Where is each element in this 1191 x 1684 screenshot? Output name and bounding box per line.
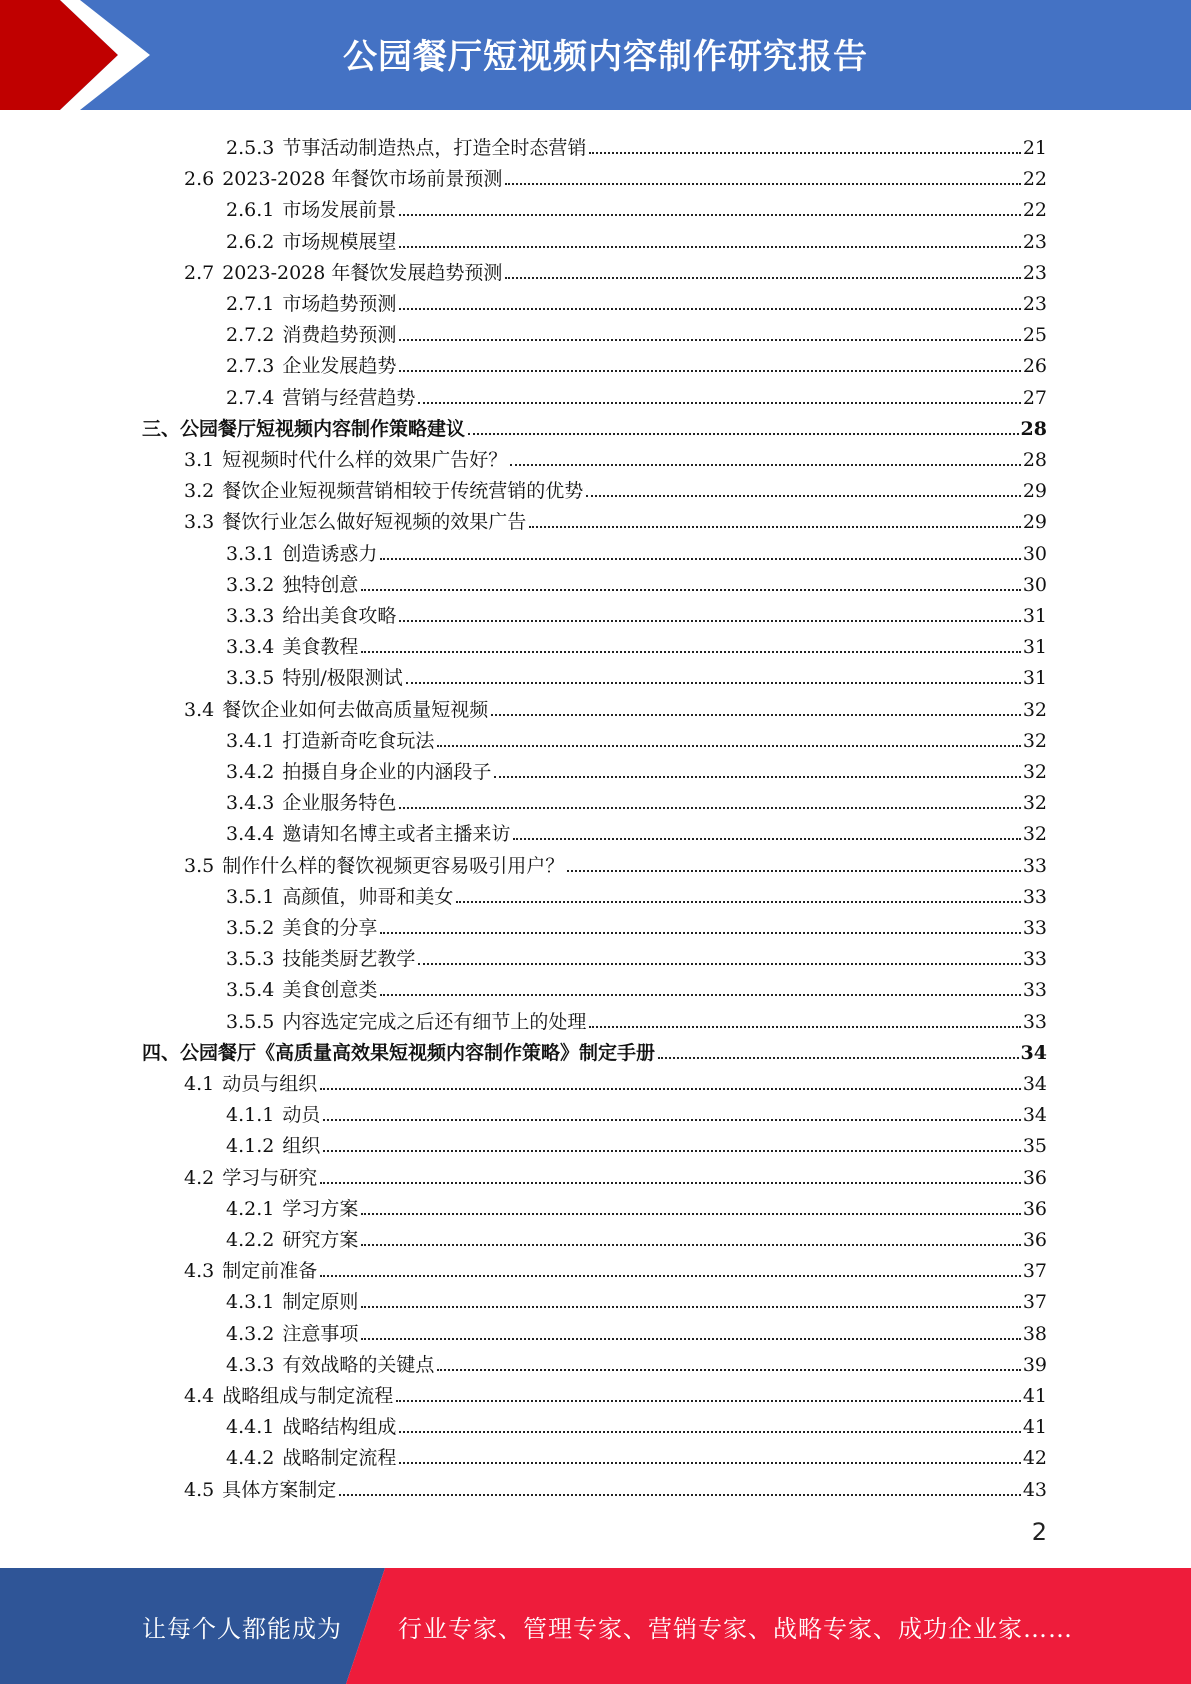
toc-dot-leader: [589, 152, 1020, 154]
toc-entry-label: [226, 1011, 586, 1033]
toc-entry[interactable]: [226, 721, 1047, 752]
toc-entry-number: 3.4.2: [226, 761, 275, 783]
toc-dot-leader: [505, 183, 1020, 185]
toc-dot-leader: [456, 901, 1020, 903]
toc-entry-label: [226, 917, 377, 939]
toc-entry[interactable]: [226, 565, 1047, 596]
toc-entry[interactable]: [226, 222, 1047, 253]
toc-entry[interactable]: [142, 1033, 1047, 1064]
toc-entry-title: 餐饮行业怎么做好短视频的效果广告: [222, 511, 527, 534]
toc-entry[interactable]: [184, 471, 1047, 502]
toc-entry-number: 4.2.1: [226, 1197, 275, 1220]
toc-entry[interactable]: [226, 1345, 1047, 1376]
toc-entry-number: 4.1.1: [226, 1104, 275, 1127]
toc-entry[interactable]: [226, 1438, 1047, 1469]
toc-entry-label: [226, 355, 396, 377]
toc-entry-label: [226, 605, 396, 627]
toc-entry-label: [184, 855, 564, 877]
toc-entry-label: [226, 574, 358, 596]
toc-dot-leader: [323, 1119, 1020, 1121]
toc-entry-page: 23: [1022, 293, 1047, 315]
toc-dot-leader: [437, 745, 1020, 747]
toc-entry-title: 制作什么样的餐饮视频更容易吸引用户？: [222, 854, 565, 877]
toc-entry[interactable]: [226, 534, 1047, 565]
toc-entry-page: 32: [1022, 761, 1047, 783]
toc-entry-number: 4.3.1: [226, 1291, 275, 1314]
toc-entry[interactable]: [226, 1002, 1047, 1033]
toc-entry-number: 4.5: [184, 1478, 215, 1501]
toc-entry-title: 打造新奇吃食玩法: [282, 729, 435, 752]
toc-entry-number: 2.6: [184, 168, 215, 191]
toc-entry-number: 4.1: [184, 1073, 215, 1095]
toc-entry-title: 创造诱惑力: [282, 542, 378, 565]
toc-dot-leader: [399, 620, 1020, 622]
toc-entry[interactable]: [226, 284, 1047, 315]
toc-entry-number: 4.3.3: [226, 1353, 275, 1376]
toc-entry-number: 2.7.2: [226, 324, 275, 347]
toc-dot-leader: [380, 558, 1020, 560]
toc-entry[interactable]: [226, 1126, 1047, 1157]
toc-entry-title: 制定前准备: [222, 1260, 318, 1283]
toc-entry-title: 三、公园餐厅短视频内容制作策略建议: [142, 417, 466, 440]
toc-entry-title: 短视频时代什么样的效果广告好？: [222, 449, 508, 471]
toc-entry-page: 28: [1020, 417, 1047, 440]
toc-entry-label: [226, 543, 377, 565]
toc-entry-number: 3.3: [184, 511, 215, 534]
toc-entry-page: 32: [1022, 792, 1047, 815]
toc-entry-page: 34: [1022, 1073, 1047, 1095]
toc-dot-leader: [396, 1400, 1021, 1402]
toc-entry-page: 30: [1022, 542, 1047, 565]
toc-entry-page: 23: [1022, 261, 1047, 284]
toc-entry[interactable]: [226, 814, 1047, 845]
toc-entry[interactable]: [184, 159, 1047, 190]
toc-entry-label: [184, 1073, 317, 1095]
toc-dot-leader: [380, 994, 1020, 996]
toc-entry-title: 学习与研究: [222, 1166, 318, 1189]
toc-entry[interactable]: [226, 1282, 1047, 1313]
toc-entry-label: [226, 979, 377, 1001]
toc-entry-number: 3.4.3: [226, 792, 275, 815]
toc-entry-page: 32: [1022, 823, 1047, 846]
toc-entry-label: [226, 1291, 358, 1313]
toc-dot-leader: [320, 1182, 1021, 1184]
toc-entry-title: 邀请知名博主或者主播来访: [282, 823, 511, 846]
toc-entry-page: 27: [1022, 386, 1047, 409]
toc-entry[interactable]: [226, 627, 1047, 658]
toc-entry-label: [226, 667, 403, 689]
toc-entry-number: 3.5.5: [226, 1010, 275, 1033]
toc-dot-leader: [418, 402, 1020, 404]
toc-entry-page: 36: [1022, 1229, 1047, 1251]
toc-entry-title: 四、公园餐厅《高质量高效果短视频内容制作策略》制定手册: [142, 1041, 656, 1064]
toc-entry-page: 35: [1022, 1135, 1047, 1158]
toc-entry-page: 31: [1022, 636, 1047, 659]
toc-dot-leader: [399, 339, 1020, 341]
toc-entry-label: [184, 1260, 317, 1282]
toc-entry[interactable]: [184, 1251, 1047, 1282]
toc-entry[interactable]: [226, 378, 1047, 409]
toc-entry-number: 3.3.2: [226, 573, 275, 596]
toc-entry-title: 学习方案: [282, 1197, 359, 1220]
toc-entry-title: 技能类厨艺教学: [282, 948, 416, 971]
toc-entry[interactable]: [226, 908, 1047, 939]
toc-dot-leader: [468, 433, 1019, 435]
toc-entry[interactable]: [184, 502, 1047, 533]
toc-entry[interactable]: [184, 440, 1047, 471]
toc-dot-leader: [418, 963, 1020, 965]
toc-entry-page: 29: [1022, 511, 1047, 534]
page-footer: [0, 1568, 1191, 1684]
toc-entry-page: 33: [1022, 885, 1047, 908]
toc-entry-title: 企业发展趋势: [282, 355, 397, 378]
toc-entry-number: 4.3: [184, 1260, 215, 1283]
toc-entry-title: 节事活动制造热点，打造全时态营销: [282, 137, 587, 159]
toc-entry[interactable]: [226, 1220, 1047, 1251]
toc-entry-label: [226, 1135, 320, 1157]
toc-entry[interactable]: [226, 596, 1047, 627]
toc-entry-number: 3.5: [184, 854, 215, 877]
toc-entry-title: 注意事项: [282, 1322, 359, 1345]
toc-entry-title: 美食创意类: [282, 979, 378, 1002]
toc-entry-label: [226, 886, 453, 908]
toc-dot-leader: [586, 495, 1021, 497]
toc-dot-leader: [567, 870, 1021, 872]
toc-entry-page: 28: [1022, 449, 1047, 471]
toc-dot-leader: [361, 589, 1020, 591]
toc-entry-title: 高颜值，帅哥和美女: [282, 885, 454, 908]
toc-entry-title: 战略制定流程: [282, 1447, 397, 1470]
toc-entry-title: 餐饮企业短视频营销相较于传统营销的优势: [222, 480, 584, 503]
toc-entry[interactable]: [226, 783, 1047, 814]
toc-dot-leader: [513, 838, 1020, 840]
toc-entry-number: 3.4.1: [226, 729, 275, 752]
toc-entry-page: 32: [1022, 698, 1047, 721]
toc-entry[interactable]: [184, 1376, 1047, 1407]
toc-entry-page: 25: [1022, 324, 1047, 347]
page-header: [0, 0, 1191, 110]
toc-entry-number: 3.3.5: [226, 667, 275, 690]
toc-entry[interactable]: [184, 846, 1047, 877]
toc-entry-number: 4.3.2: [226, 1322, 275, 1345]
toc-entry-label: [184, 511, 526, 533]
toc-dot-leader: [437, 1369, 1020, 1371]
toc-entry-page: 41: [1022, 1385, 1047, 1407]
toc-entry[interactable]: [184, 1064, 1047, 1095]
toc-dot-leader: [589, 1026, 1020, 1028]
toc-entry[interactable]: [226, 970, 1047, 1001]
toc-entry-number: 3.5.3: [226, 948, 275, 971]
toc-entry-label: [142, 418, 465, 440]
toc-dot-leader: [320, 1275, 1021, 1277]
toc-entry[interactable]: [184, 690, 1047, 721]
toc-entry-number: 2.6.2: [226, 230, 275, 253]
toc-entry-title: 动员: [282, 1104, 321, 1127]
toc-entry-label: [226, 231, 396, 253]
toc-entry[interactable]: [226, 658, 1047, 689]
toc-dot-leader: [399, 308, 1020, 310]
toc-entry[interactable]: [184, 253, 1047, 284]
toc-entry-number: 4.4.2: [226, 1447, 275, 1470]
toc-entry-page: 31: [1022, 667, 1047, 690]
toc-dot-leader: [505, 277, 1020, 279]
toc-entry-page: 39: [1022, 1353, 1047, 1376]
toc-dot-leader: [491, 714, 1021, 716]
toc-entry-number: 3.3.1: [226, 542, 275, 565]
toc-entry-label: [226, 761, 491, 783]
toc-entry-number: 3.3.4: [226, 636, 275, 659]
toc-entry-label: [226, 293, 396, 315]
toc-entry[interactable]: [226, 346, 1047, 377]
toc-entry-page: 29: [1022, 480, 1047, 503]
toc-entry-page: 34: [1020, 1041, 1047, 1064]
toc-dot-leader: [361, 1244, 1020, 1246]
toc-entry-title: 给出美食攻略: [282, 605, 397, 627]
toc-entry-title: 美食的分享: [282, 917, 378, 939]
toc-entry-label: [184, 262, 502, 284]
toc-entry-label: [226, 387, 415, 409]
toc-entry-label: [226, 730, 434, 752]
toc-entry-number: 2.5.3: [226, 137, 275, 159]
toc-entry-number: 3.3.3: [226, 605, 275, 627]
toc-entry[interactable]: [184, 1158, 1047, 1189]
toc-entry-title: 组织: [282, 1135, 321, 1158]
toc-entry-title: 研究方案: [282, 1229, 359, 1251]
toc-dot-leader: [658, 1057, 1019, 1059]
toc-entry-page: 33: [1022, 1010, 1047, 1033]
toc-entry-label: [226, 1323, 358, 1345]
toc-entry-label: [226, 823, 510, 845]
toc-dot-leader: [510, 464, 1021, 466]
toc-entry-label: [226, 324, 396, 346]
toc-dot-leader: [399, 807, 1020, 809]
toc-dot-leader: [399, 1462, 1020, 1464]
toc-entry-title: 美食教程: [282, 636, 359, 659]
toc-entry-number: 4.1.2: [226, 1135, 275, 1158]
toc-entry-label: [226, 199, 396, 221]
toc-entry[interactable]: [184, 1470, 1047, 1501]
toc-entry-number: 4.4.1: [226, 1416, 275, 1439]
toc-entry-page: 21: [1022, 137, 1047, 159]
toc-entry-title: 营销与经营趋势: [282, 386, 416, 409]
toc-entry-title: 消费趋势预测: [282, 324, 397, 347]
toc-dot-leader: [361, 1338, 1020, 1340]
toc-entry-number: 4.2: [184, 1166, 215, 1189]
toc-entry-page: 42: [1022, 1447, 1047, 1470]
toc-entry-number: 3.5.4: [226, 979, 275, 1002]
toc-entry[interactable]: [226, 1407, 1047, 1438]
toc-entry-title: 动员与组织: [222, 1073, 318, 1095]
toc-entry-label: [226, 1104, 320, 1126]
toc-entry[interactable]: [226, 190, 1047, 221]
toc-dot-leader: [529, 526, 1021, 528]
toc-entry-label: [226, 1354, 434, 1376]
toc-entry-label: [184, 449, 507, 471]
toc-entry-page: 30: [1022, 573, 1047, 596]
toc-entry-title: 餐饮企业如何去做高质量短视频: [222, 698, 489, 721]
toc-dot-leader: [399, 246, 1020, 248]
footer-slogan-left: 让每个人都能成为: [142, 1614, 342, 1643]
toc-dot-leader: [406, 682, 1021, 684]
toc-entry[interactable]: [226, 877, 1047, 908]
toc-entry-label: [184, 1385, 393, 1407]
toc-entry-number: 3.5.1: [226, 885, 275, 908]
toc-entry-label: [184, 480, 583, 502]
toc-entry-page: 33: [1022, 917, 1047, 939]
toc-entry-label: [184, 699, 488, 721]
toc-entry-number: 2.7.4: [226, 386, 275, 409]
toc-entry-page: 38: [1022, 1322, 1047, 1345]
toc-entry-title: 市场规模展望: [282, 230, 397, 253]
toc-entry-label: [226, 1198, 358, 1220]
toc-entry[interactable]: [226, 1314, 1047, 1345]
toc-entry-number: 3.1: [184, 449, 215, 471]
toc-entry-page: 37: [1022, 1291, 1047, 1314]
toc-entry-number: 2.7.1: [226, 293, 275, 315]
toc-entry-number: 3.5.2: [226, 917, 275, 939]
toc-entry[interactable]: [226, 1189, 1047, 1220]
toc-entry-page: 33: [1022, 948, 1047, 971]
toc-entry-number: 4.4: [184, 1385, 215, 1407]
toc-entry-label: [142, 1042, 655, 1064]
toc-dot-leader: [399, 214, 1020, 216]
toc-entry[interactable]: [142, 409, 1047, 440]
toc-entry-page: 26: [1022, 355, 1047, 378]
toc-entry-label: [226, 1416, 396, 1438]
toc-entry-page: 41: [1022, 1416, 1047, 1439]
toc-entry-page: 33: [1022, 979, 1047, 1002]
toc-entry-page: 33: [1022, 854, 1047, 877]
footer-slogan-right: 行业专家、管理专家、营销专家、战略专家、成功企业家……: [398, 1614, 1073, 1643]
toc-entry-title: 2023-2028 年餐饮发展趋势预测: [222, 261, 503, 284]
toc-entry-number: 2.7.3: [226, 355, 275, 378]
toc-entry-title: 独特创意: [282, 573, 359, 596]
toc-entry-page: 36: [1022, 1166, 1047, 1189]
toc-dot-leader: [320, 1088, 1021, 1090]
toc-entry-page: 34: [1022, 1104, 1047, 1127]
toc-entry-title: 制定原则: [282, 1291, 359, 1314]
toc-entry-page: 22: [1022, 168, 1047, 191]
toc-entry-number: 3.4: [184, 698, 215, 721]
toc-dot-leader: [323, 1150, 1020, 1152]
toc-dot-leader: [399, 1431, 1020, 1433]
toc-entry-page: 37: [1022, 1260, 1047, 1283]
toc-entry-number: 2.7: [184, 261, 215, 284]
toc-entry-title: 具体方案制定: [222, 1478, 337, 1501]
toc-dot-leader: [380, 932, 1020, 934]
toc-entry-page: 22: [1022, 199, 1047, 222]
toc-entry-page: 31: [1022, 605, 1047, 627]
toc-entry-label: [226, 1447, 396, 1469]
toc-entry-label: [184, 168, 502, 190]
toc-entry-page: 32: [1022, 729, 1047, 752]
toc-entry[interactable]: [226, 315, 1047, 346]
toc-dot-leader: [361, 651, 1020, 653]
toc-entry-title: 战略组成与制定流程: [222, 1385, 394, 1407]
toc-entry-number: 3.4.4: [226, 823, 275, 846]
report-title: 公园餐厅短视频内容制作研究报告: [343, 36, 868, 77]
toc-entry-title: 内容选定完成之后还有细节上的处理: [282, 1010, 587, 1033]
toc-entry[interactable]: [226, 128, 1047, 159]
toc-entry-label: [184, 1479, 336, 1501]
toc-entry-label: [184, 1167, 317, 1189]
toc-entry[interactable]: [226, 1095, 1047, 1126]
toc-entry-title: 2023-2028 年餐饮市场前景预测: [222, 168, 503, 191]
toc-dot-leader: [494, 776, 1020, 778]
toc-entry-title: 企业服务特色: [282, 792, 397, 815]
toc-entry-label: [226, 792, 396, 814]
toc-entry-number: 3.2: [184, 480, 215, 503]
toc-entry-page: 23: [1022, 230, 1047, 253]
toc-entry-title: 市场发展前景: [282, 199, 397, 222]
toc-entry-title: 特别/极限测试: [282, 667, 403, 690]
toc-entry-label: [226, 137, 586, 159]
toc-entry-title: 有效战略的关键点: [282, 1353, 435, 1376]
toc-entry-page: 43: [1022, 1478, 1047, 1501]
toc-entry-number: 4.2.2: [226, 1229, 275, 1251]
toc-entry-label: [226, 636, 358, 658]
toc-dot-leader: [361, 1213, 1020, 1215]
toc-entry-number: 2.6.1: [226, 199, 275, 222]
toc-entry-page: 36: [1022, 1197, 1047, 1220]
toc-entry-title: 市场趋势预测: [282, 293, 397, 315]
toc-entry-label: [226, 1229, 358, 1251]
toc-entry[interactable]: [226, 939, 1047, 970]
toc-entry-title: 拍摄自身企业的内涵段子: [282, 761, 492, 783]
toc-dot-leader: [339, 1494, 1021, 1496]
toc-dot-leader: [361, 1306, 1020, 1308]
toc-dot-leader: [399, 370, 1020, 372]
toc-entry-label: [226, 948, 415, 970]
page-number: 2: [1031, 1518, 1047, 1546]
toc-entry-title: 战略结构组成: [282, 1416, 397, 1439]
toc-entry[interactable]: [226, 752, 1047, 783]
